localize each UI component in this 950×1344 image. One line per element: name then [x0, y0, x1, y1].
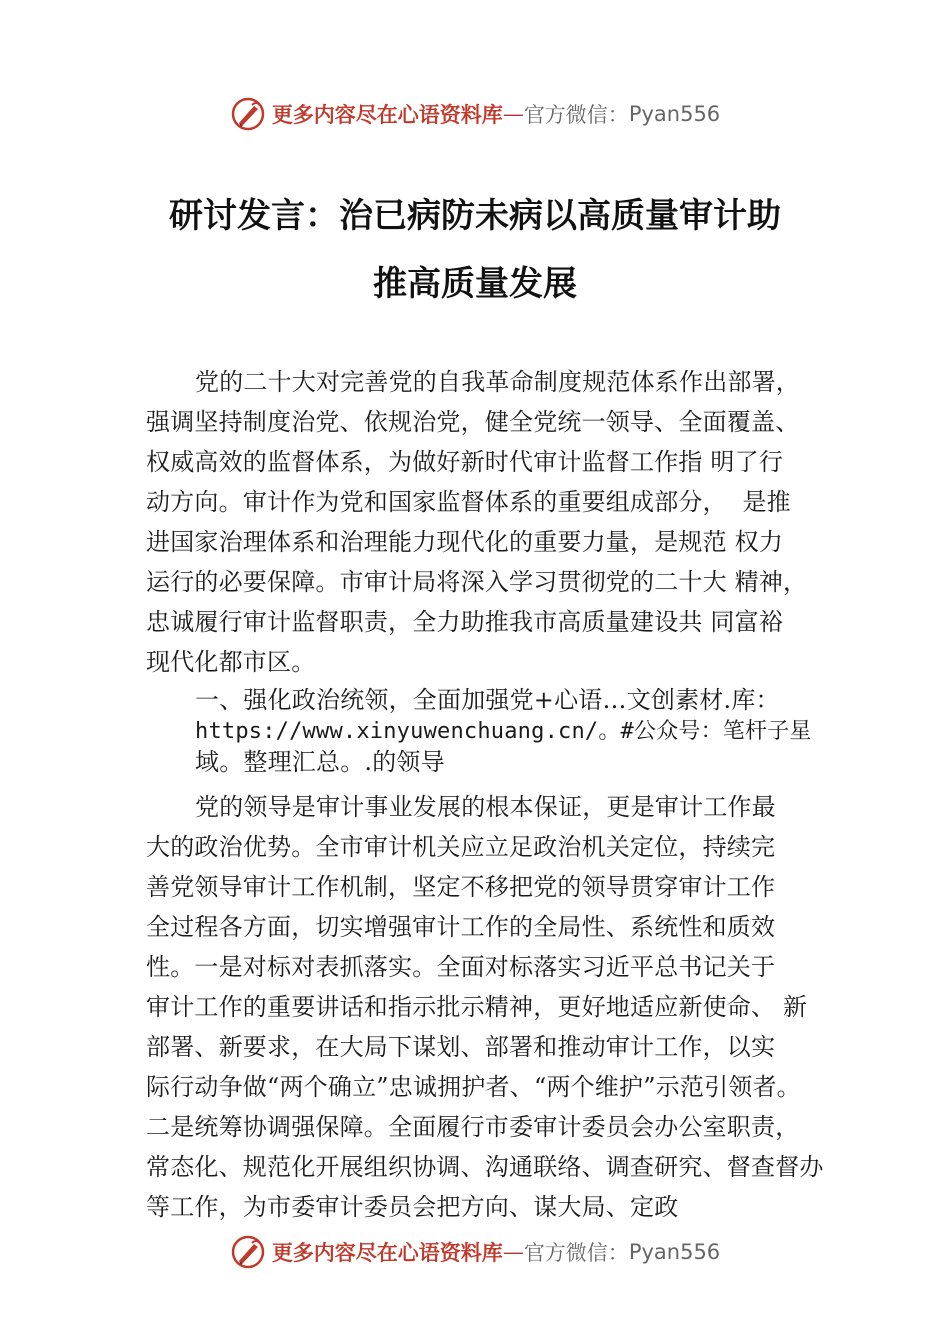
paragraph-line: 性。一是对标对表抓落实。全面对标落实习近平总书记关于: [146, 953, 776, 981]
paragraph-line: 忠诚履行审计监督职责，全力助推我市高质量建设共 同富裕: [146, 608, 784, 636]
writing-pen-logo-icon: [230, 96, 266, 132]
banner-slogan: 更多内容尽在心语资料库: [271, 1240, 503, 1265]
document-title-line-2: 推高质量发展: [373, 264, 577, 304]
document-title-line-1: 研讨发言：治已病防未病以高质量审计助: [169, 196, 781, 236]
paragraph-line: 审计工作的重要讲话和指示批示精神，更好地适应新使命、 新: [146, 993, 808, 1021]
paragraph-line: 党的二十大对完善党的自我革命制度规范体系作出部署，: [195, 368, 800, 396]
header-banner: [0, 94, 950, 134]
section-heading-url-line: https://www.xinyuwenchuang.cn/。#公众号：笔杆子星: [195, 719, 812, 744]
paragraph-line: 进国家治理体系和治理能力现代化的重要力量，是规范 权力: [146, 528, 784, 556]
footer-banner: [0, 1232, 950, 1272]
paragraph-line: 全过程各方面，切实增强审计工作的全局性、系统性和质效: [146, 913, 776, 941]
paragraph-line: 二是统筹协调强保障。全面履行市委审计委员会办公室职责，: [146, 1113, 800, 1141]
banner-separator: —: [502, 1240, 524, 1264]
paragraph-line: 权威高效的监督体系，为做好新时代审计监督工作指 明了行: [146, 448, 784, 476]
banner-wechat-label: 官方微信：: [523, 103, 629, 127]
banner-wechat-id: Pyan556: [628, 102, 721, 126]
section-heading-line: 域。整理汇总。.的领导: [195, 748, 445, 776]
section-heading-line: 一、强化政治统领，全面加强党+心语…文创素材.库：: [195, 686, 780, 714]
banner-separator: —: [502, 102, 524, 126]
paragraph-line: 运行的必要保障。市审计局将深入学习贯彻党的二十大 精神，: [146, 568, 808, 596]
paragraph-line: 现代化都市区。: [146, 648, 316, 676]
paragraph-line: 善党领导审计工作机制，坚定不移把党的领导贯穿审计工作: [146, 873, 776, 901]
banner-wechat-id: Pyan556: [628, 1240, 721, 1264]
paragraph-line: 大的政治优势。全市审计机关应立足政治机关定位，持续完: [146, 833, 776, 861]
paragraph-line: 党的领导是审计事业发展的根本保证，更是审计工作最: [195, 793, 776, 821]
paragraph-line: 常态化、规范化开展组织协调、沟通联络、调查研究、督查督办: [146, 1153, 824, 1181]
paragraph-line: 等工作，为市委审计委员会把方向、谋大局、定政: [146, 1193, 679, 1221]
paragraph-line: 动方向。审计作为党和国家监督体系的重要组成部分， 是推: [146, 488, 791, 516]
banner-wechat-label: 官方微信：: [523, 1241, 629, 1265]
writing-pen-logo-icon: [230, 1234, 266, 1270]
paragraph-line: 际行动争做“两个确立”忠诚拥护者、“两个维护”示范引领者。: [146, 1073, 801, 1101]
paragraph-line: 强调坚持制度治党、依规治党，健全党统一领导、全面覆盖、: [146, 408, 800, 436]
banner-slogan: 更多内容尽在心语资料库: [271, 102, 503, 127]
paragraph-line: 部署、新要求，在大局下谋划、部署和推动审计工作，以实: [146, 1033, 776, 1061]
